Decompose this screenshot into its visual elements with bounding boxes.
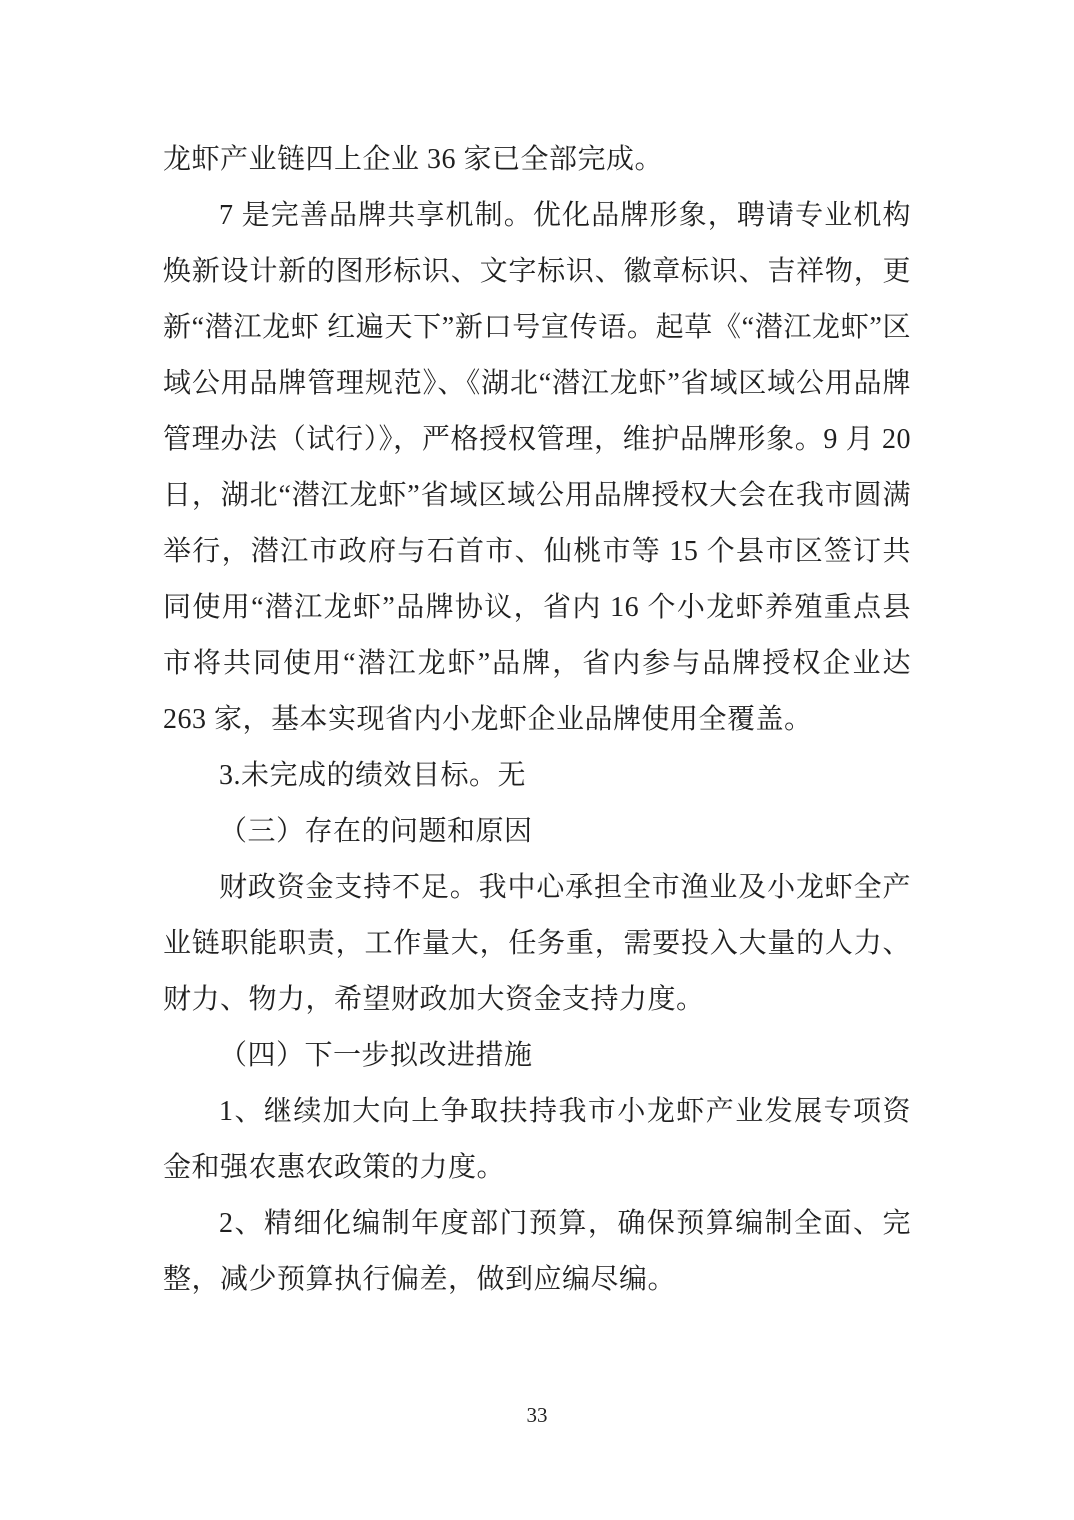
paragraph-funding-shortage: 财政资金支持不足。我中心承担全市渔业及小龙虾全产业链职能职责，工作量大，任务重，需要投入大量的人力、财力、物力，希望财政加大资金支持力度。: [163, 872, 911, 1015]
heading-improvement-measures: （四）下一步拟改进措施: [219, 1040, 533, 1071]
page-footer: [0, 1400, 1074, 1430]
paragraph-brand-sharing: 7 是完善品牌共享机制。优化品牌形象，聘请专业机构焕新设计新的图形标识、文字标识、徽章标识、吉祥物，更新“潜江龙虾 红遍天下”新口号宣传语。起草《“潜江龙虾”区域公用品牌管理规范》、《湖北“潜江龙虾”省域区域公用品牌管理办法（试行）》，严格授权管理，维护品牌形象。9 月 20 日，湖北“潜江龙虾”省域区域公用品牌授权大会在我市圆满举行，潜江市政府与石首市、仙桃市等 15 个县市区签订共同使用“潜江龙虾”品牌协议，省内 16 个小龙虾养殖重点县市将共同使用“潜江龙虾”品牌，省内参与品牌授权企业达 263 家，基本实现省内小龙虾企业品牌使用全覆盖。: [163, 200, 911, 735]
page-number: 33: [526, 1403, 548, 1427]
heading-problems-and-causes: （三）存在的问题和原因: [219, 816, 533, 847]
document-body: [163, 132, 911, 1308]
paragraph-unfinished-goals: 3.未完成的绩效目标。无: [219, 760, 527, 791]
paragraph-measure-2: 2、精细化编制年度部门预算，确保预算编制全面、完整，减少预算执行偏差，做到应编尽编。: [163, 1208, 911, 1295]
paragraph-measure-1: 1、继续加大向上争取扶持我市小龙虾产业发展专项资金和强农惠农政策的力度。: [163, 1096, 911, 1183]
paragraph-continuation: 龙虾产业链四上企业 36 家已全部完成。: [163, 144, 664, 175]
